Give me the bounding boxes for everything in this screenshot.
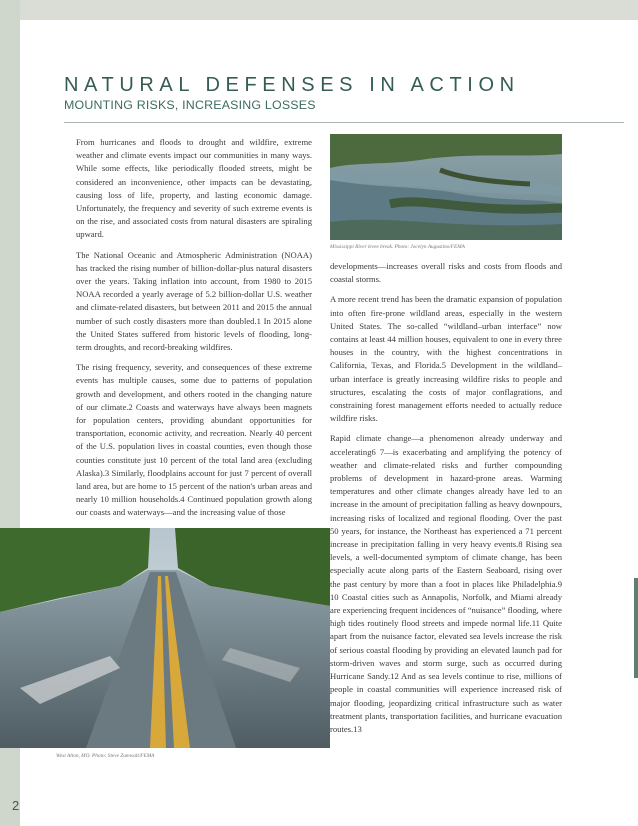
- left-column: [76, 136, 312, 527]
- page-subtitle: MOUNTING RISKS, INCREASING LOSSES: [64, 98, 316, 112]
- right-column: [330, 260, 562, 743]
- levee-break-photo: [330, 134, 562, 240]
- page-title: NATURAL DEFENSES IN ACTION: [64, 74, 520, 96]
- right-paragraph-3: Rapid climate change—a phenomenon already underway and accelerating6 7—is exacerbating and amplifying the potency of weather and climate-related risks and further compounding problems of development in hazard-prone areas. Warming temperatures and other climate changes already have led to an increase in the amount of precipitation falling as heavy downpours, increasing risks of localized and regional flooding. Over the past 50 years, for instance, the Northeast has experienced a 71 percent increase in precipitation falling in very heavy events.8 Rising sea levels, a well-documented symptom of climate change, has been especially acute along parts of the Eastern Seaboard, rising over the past century by more than a foot in places like Philadelphia.9 10 Coastal cities such as Annapolis, Norfolk, and Miami already are experiencing frequent incidences of “nuisance” flooding, where high tides routinely flood streets and impede normal life.11 Quite apart from the nuisance factor, elevated sea levels increase the risk of serious coastal flooding by providing an elevated launch pad for storm-driven waves and storm surge, such as occurred during Hurricane Sandy.12 And as sea levels continue to rise, millions of people in coastal communities will experience increased risk of major flooding, jeopardizing critical infrastructure such as water treatment plants, transportation facilities, and hurricane evacuation routes.13: [330, 433, 562, 734]
- right-paragraph-2: A more recent trend has been the dramatic expansion of population into often fire-prone wildland areas, especially in the western United States. The so-called “wildland–urban interface” now contains at least 44 million houses, equivalent to one in every three houses in the country, with the highest concentrations in California, Texas, and Florida.5 Development in the wildland–urban interface is greatly increasing wildfire risks to people and structures, escalating the costs of major conflagrations, and constraining forest management efforts needed to actually reduce wildfire risks.: [330, 294, 562, 424]
- header-rule: [64, 122, 624, 123]
- top-band: [0, 0, 638, 20]
- right-paragraph-1: developments—increases overall risks and costs from floods and coastal storms.: [330, 261, 562, 285]
- left-paragraph-1: From hurricanes and floods to drought and wildfire, extreme weather and climate events impact our communities in many ways. While some effects, like periodically flooded streets, might be considered an inconvenience, other impacts can be devastating, causing loss of life, property, and lasting economic damage. Unfortunately, the frequency and severity of such extreme events is on the rise, and associated costs from natural disasters are spiraling upward.: [76, 137, 312, 240]
- right-accent-bar: [634, 578, 638, 678]
- left-paragraph-2: The National Oceanic and Atmospheric Administration (NOAA) has tracked the rising number of billion-dollar-plus natural disasters over the years. Taking inflation into account, from 1980 to 2015 NOAA recorded a yearly average of 5.2 billion-dollar U.S. weather and climate-related disasters, but between 2011 and 2015 the annual number of such costly disasters more than doubled.1 In 2015 alone the United States suffered from historic levels of flooding, long-term droughts, and record-breaking wildfires.: [76, 249, 312, 353]
- page-number: 2: [12, 798, 20, 813]
- bottom-photo-caption: West Alton, MO. Photo: Steve Zumwalt/FEMA: [56, 753, 155, 759]
- top-photo-caption: Mississippi River levee break. Photo: Jocelyn Augustino/FEMA: [330, 244, 465, 250]
- flooded-road-photo: [0, 528, 330, 748]
- left-paragraph-3: The rising frequency, severity, and consequences of these extreme events has multiple causes, some due to patterns of population growth and development, and others rooted in the changing nature of our climate.2 Coasts and waterways have always been magnets for population centers, providing abundant opportunities for transportation, economic activity, and recreation. Nearly 40 percent of the U.S. population lives in coastal counties, even though those counties constitute just 10 percent of the total land area (excluding Alaska).3 Similarly, floodplains account for just 7 percent of overall land area, but are home to 15 percent of the nation's urban areas and nearly 10 million households.4 Continued population growth along our coasts and waterways—and the increasing value of those: [76, 362, 312, 518]
